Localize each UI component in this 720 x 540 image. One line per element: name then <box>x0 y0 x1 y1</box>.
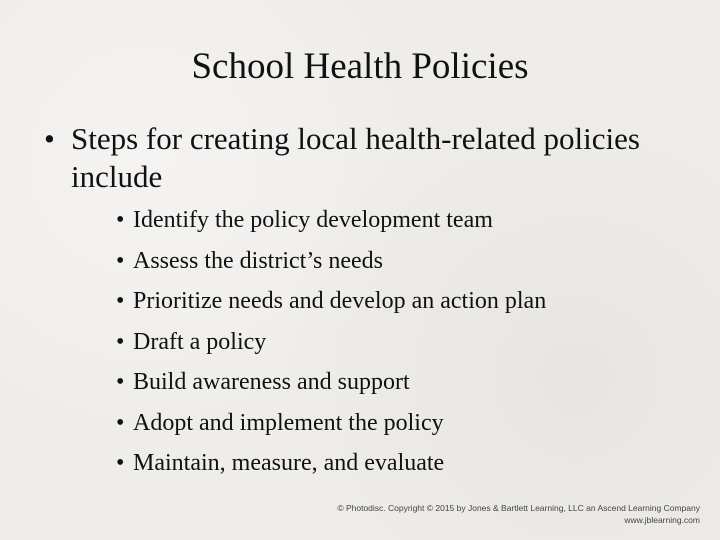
sub-bullet-text: Assess the district’s needs <box>133 247 383 274</box>
sub-bullet-text: Build awareness and support <box>133 369 410 395</box>
bullet-marker: • <box>116 369 125 395</box>
sub-bullet-list <box>116 200 676 484</box>
main-bullet <box>44 120 684 196</box>
sub-bullet-item <box>116 200 676 241</box>
sub-bullet-text: Identify the policy development team <box>133 207 493 233</box>
bullet-marker: • <box>116 450 125 476</box>
sub-bullet-item <box>116 362 676 403</box>
copyright-line: © Photodisc. Copyright © 2015 by Jones & Bartlett Learning, LLC an Ascend Learning Company <box>337 503 700 513</box>
bullet-marker: • <box>116 328 125 355</box>
sub-bullet-item <box>116 403 676 444</box>
main-bullet-text: Steps for creating local health-related policies include <box>71 121 640 194</box>
sub-bullet-item <box>116 322 676 363</box>
sub-bullet-item <box>116 281 676 322</box>
sub-bullet-text: Adopt and implement the policy <box>133 409 444 436</box>
bullet-marker: • <box>116 409 125 436</box>
sub-bullet-text: Maintain, measure, and evaluate <box>133 450 445 476</box>
sub-bullet-text: Prioritize needs and develop an action plan <box>133 288 547 314</box>
sub-bullet-item <box>116 443 676 484</box>
bullet-marker: • <box>44 121 55 156</box>
slide-title: School Health Policies <box>191 46 529 87</box>
bullet-marker: • <box>116 247 125 274</box>
sub-bullet-item <box>116 241 676 282</box>
publisher-url: www.jblearning.com <box>624 515 700 525</box>
bullet-marker: • <box>116 207 125 233</box>
copyright-notice <box>337 502 700 526</box>
bullet-marker: • <box>116 288 125 314</box>
sub-bullet-text: Draft a policy <box>133 328 267 355</box>
